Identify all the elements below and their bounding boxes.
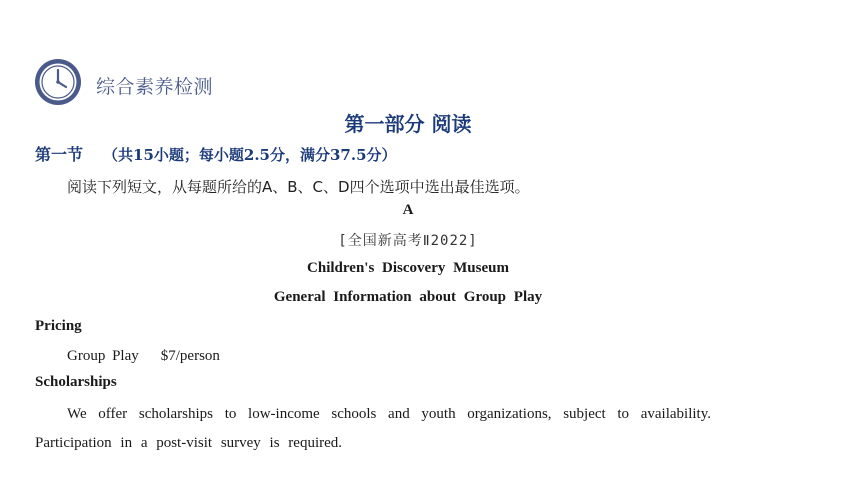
node-name: 第一节 (35, 145, 84, 164)
node-detail: （共15小题；每小题2.5分，满分37.5分） (103, 146, 397, 164)
passage-subtitle: General Information about Group Play (273, 289, 543, 305)
pricing-item: Group Play (67, 348, 139, 364)
instruction-text: 阅读下列短文，从每题所给的A、B、C、D四个选项中选出最佳选项。 (67, 178, 530, 196)
scholarships-text: We offer scholarships to low-income schools and youth organizations, subject to availability. Participation in a post-visit survey is required. (35, 406, 711, 451)
part-title: 第一部分 阅读 (344, 112, 472, 136)
pricing-row (67, 348, 220, 365)
pricing-heading: Pricing (35, 318, 82, 334)
node-heading (35, 142, 397, 165)
passage-source: [全国新高考Ⅱ2022] (338, 233, 478, 249)
scholarships-heading: Scholarships (35, 374, 117, 390)
section-label: 综合素养检测 (96, 76, 214, 98)
pricing-price: $7/person (160, 348, 220, 364)
passage-title: Children's Discovery Museum (307, 260, 509, 276)
passage-letter: A (402, 202, 414, 218)
clock-icon (33, 57, 83, 107)
